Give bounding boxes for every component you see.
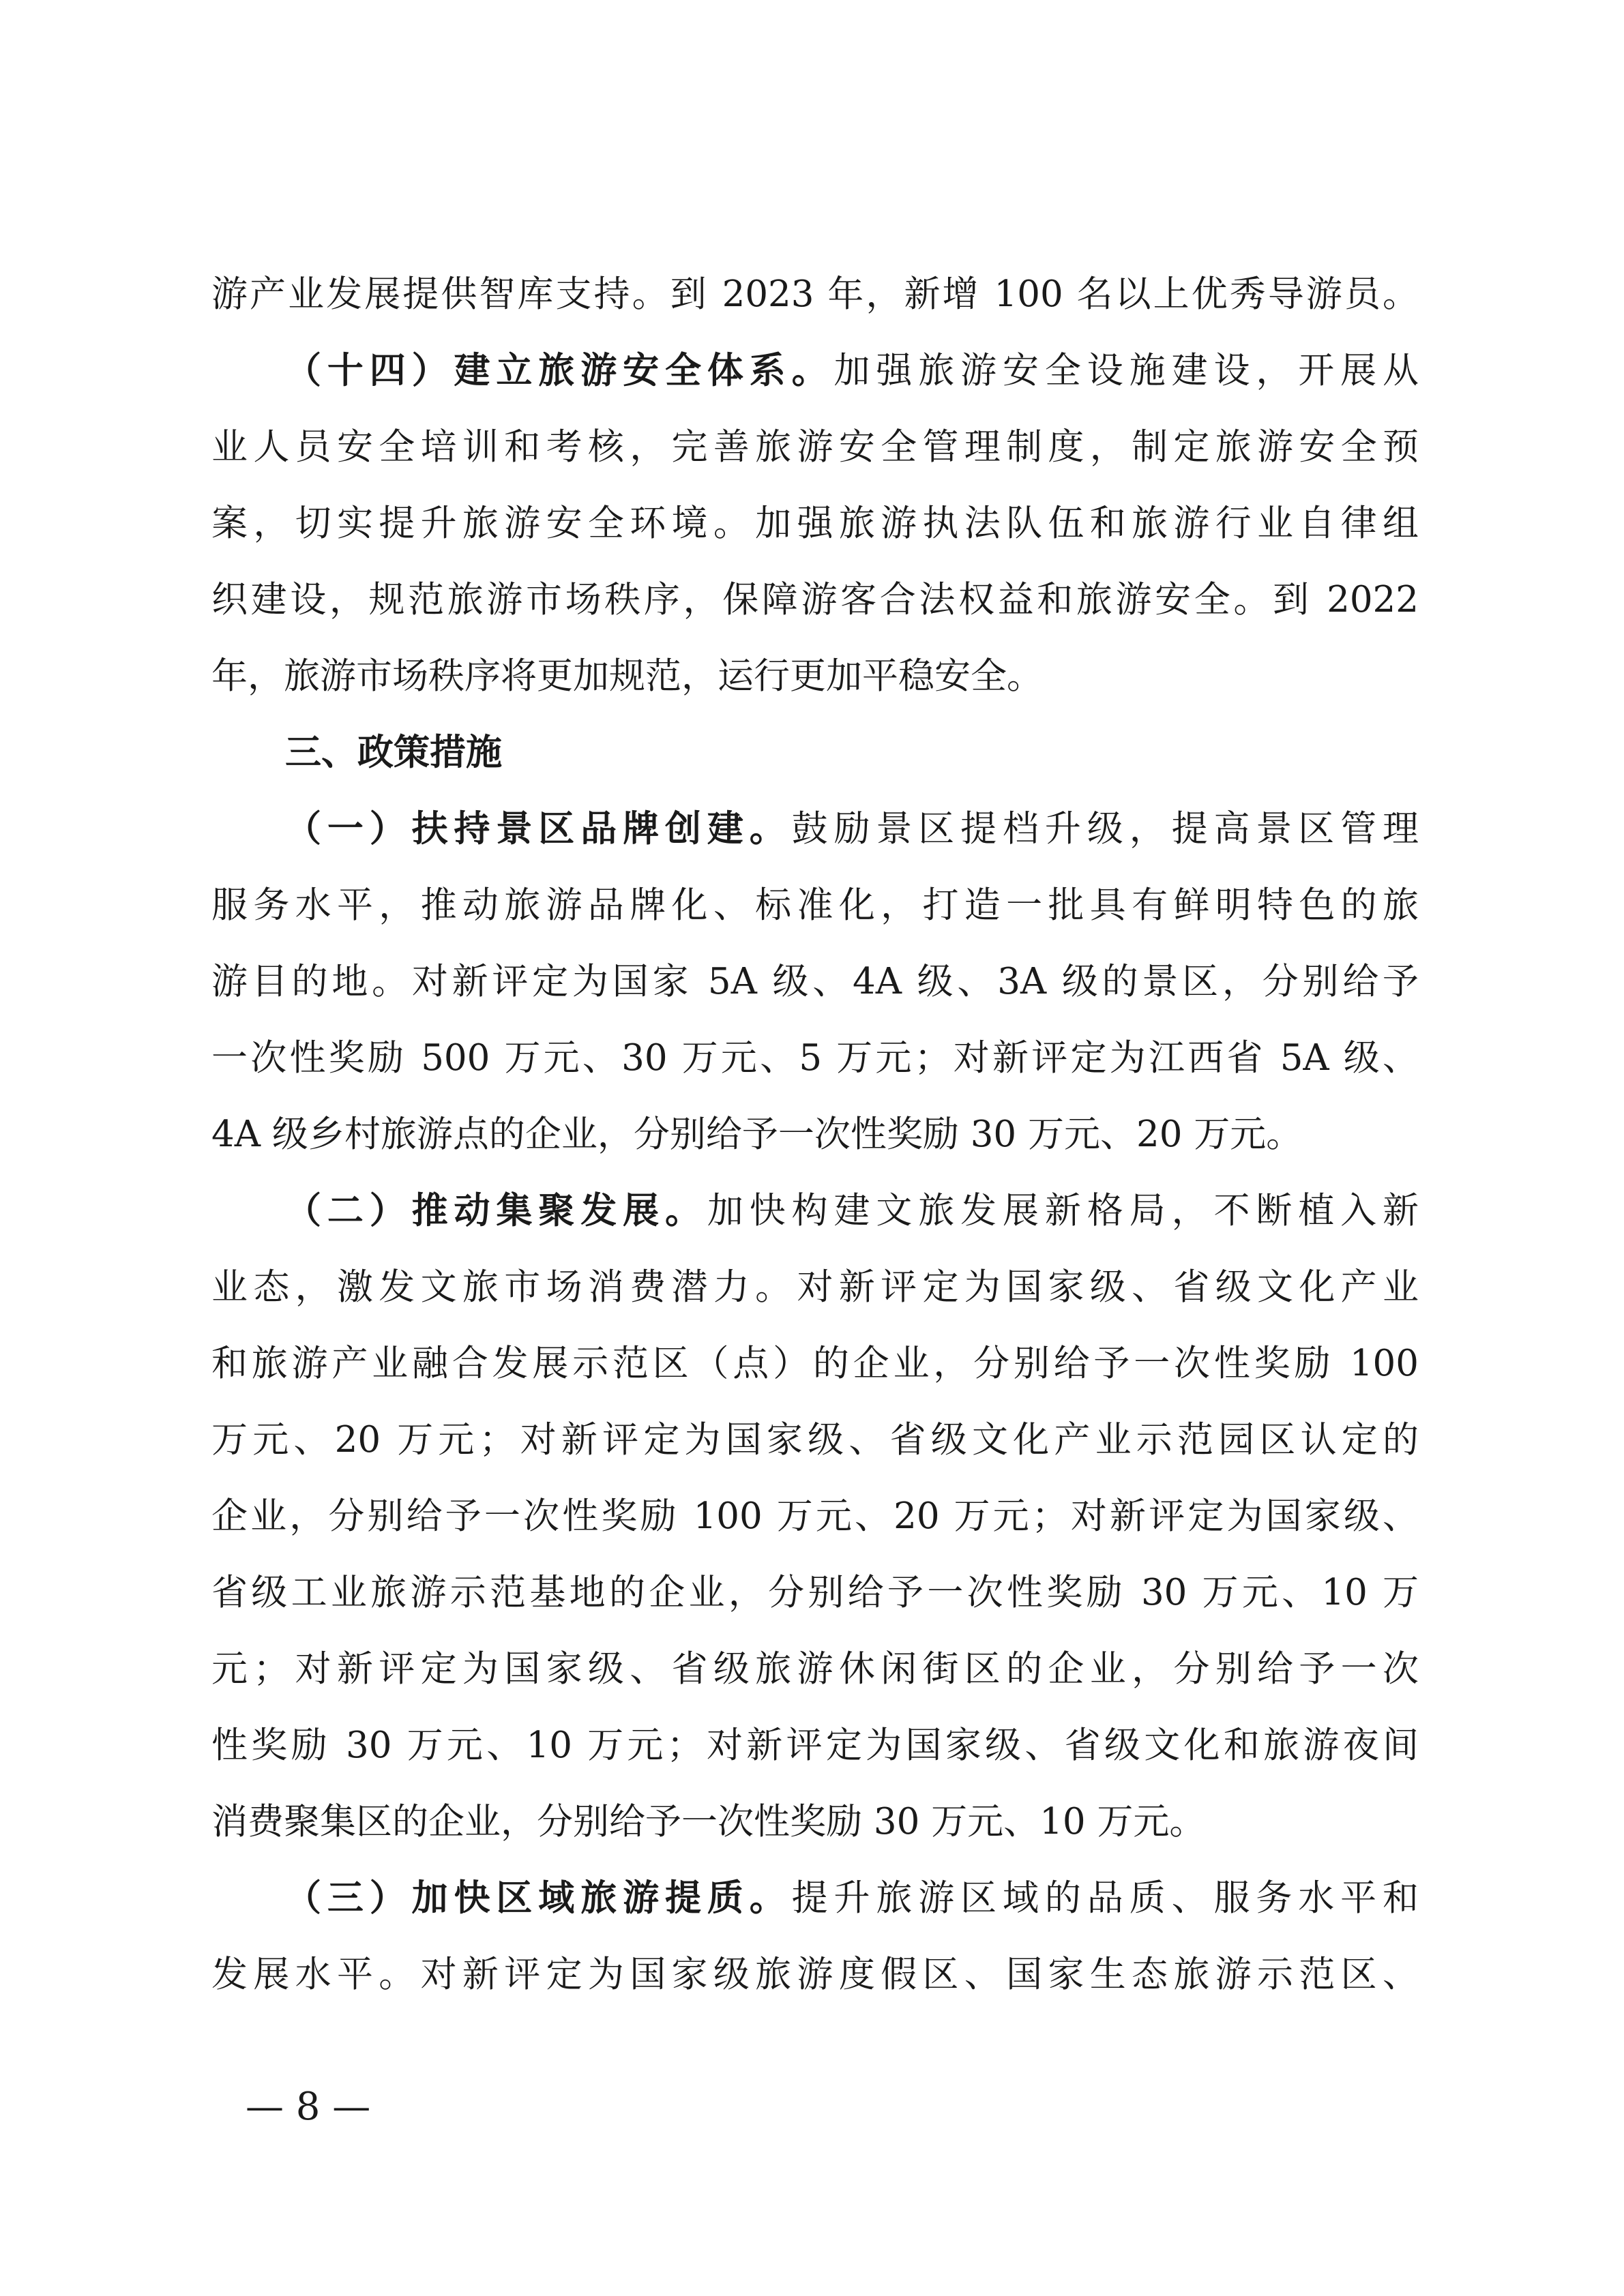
text-line: 业人员安全培训和考核，完善旅游安全管理制度，制定旅游安全预 [211,426,1419,468]
text-line: 业态，激发文旅市场消费潜力。对新评定为国家级、省级文化产业 [211,1266,1419,1308]
text-line: 性奖励 30 万元、10 万元；对新评定为国家级、省级文化和旅游夜间 [211,1725,1419,1766]
text-line: 消费聚集区的企业，分别给予一次性奖励 30 万元、10 万元。 [211,1801,1206,1843]
paragraph-2-first-line [285,1184,1419,1238]
paragraph-14-label: （十四）建立旅游安全体系。 [285,350,834,391]
text-line: 服务水平，推动旅游品牌化、标准化，打造一批具有鲜明特色的旅 [211,884,1419,926]
section-3-heading: 三、政策措施 [285,732,502,773]
text-line: 年，旅游市场秩序将更加规范，运行更加平稳安全。 [211,655,1043,697]
text-line: 企业，分别给予一次性奖励 100 万元、20 万元；对新评定为国家级、 [211,1495,1419,1537]
text-line: 一次性奖励 500 万元、30 万元、5 万元；对新评定为江西省 5A 级、 [211,1037,1419,1079]
text-line: 4A 级乡村旅游点的企业，分别给予一次性奖励 30 万元、20 万元。 [211,1114,1303,1155]
paragraph-14-first-line [285,344,1419,398]
text-line: 和旅游产业融合发展示范区（点）的企业，分别给予一次性奖励 100 [211,1343,1419,1384]
text-line: 游产业发展提供智库支持。到 2023 年，新增 100 名以上优秀导游员。 [211,273,1419,315]
page-number: — 8 — [246,2085,371,2129]
text-line: 游目的地。对新评定为国家 5A 级、4A 级、3A 级的景区，分别给予 [211,961,1419,1002]
paragraph-3-text: 提升旅游区域的品质、服务水平和 [791,1877,1419,1919]
paragraph-3-label: （三）加快区域旅游提质。 [285,1877,792,1919]
text-line: 万元、20 万元；对新评定为国家级、省级文化产业示范园区认定的 [211,1419,1419,1461]
paragraph-2-label: （二）推动集聚发展。 [285,1190,707,1232]
paragraph-3-first-line [285,1871,1419,1926]
text-line: 织建设，规范旅游市场秩序，保障游客合法权益和旅游安全。到 2022 [211,579,1419,621]
paragraph-1-label: （一）扶持景区品牌创建。 [285,808,792,850]
paragraph-1-first-line [285,802,1419,856]
paragraph-1-text: 鼓励景区提档升级，提高景区管理 [791,808,1419,850]
text-line: 元；对新评定为国家级、省级旅游休闲街区的企业，分别给予一次 [211,1648,1419,1690]
text-line: 发展水平。对新评定为国家级旅游度假区、国家生态旅游示范区、 [211,1954,1419,1995]
paragraph-14-text: 加强旅游安全设施建设，开展从 [833,350,1419,391]
paragraph-2-text: 加快构建文旅发展新格局，不断植入新 [707,1190,1419,1232]
text-line: 案，切实提升旅游安全环境。加强旅游执法队伍和旅游行业自律组 [211,503,1419,544]
text-line: 省级工业旅游示范基地的企业，分别给予一次性奖励 30 万元、10 万 [211,1572,1419,1613]
